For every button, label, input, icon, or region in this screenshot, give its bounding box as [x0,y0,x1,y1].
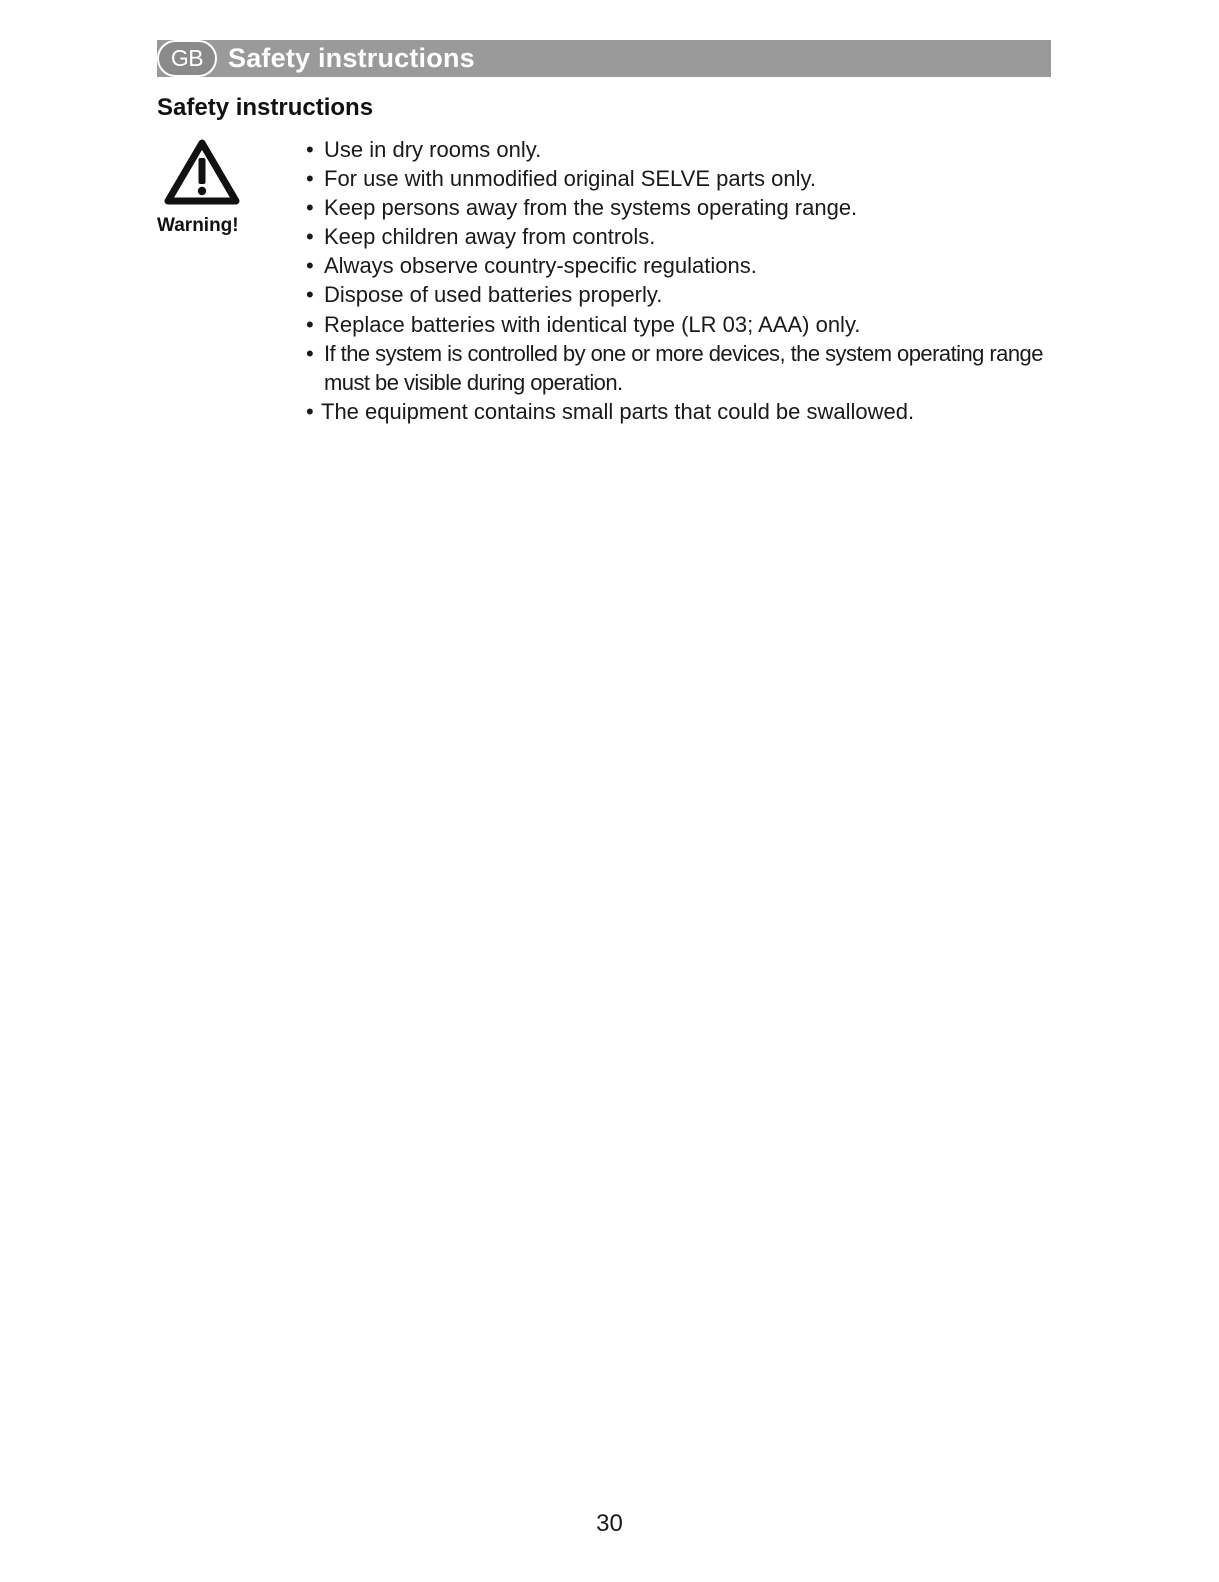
section-title: Safety instructions [157,94,374,121]
list-item: • Use in dry rooms only. [306,135,1066,164]
list-item: • Keep persons away from the systems operating range. [306,193,1066,222]
list-item: • Replace batteries with identical type (LR 03; AAA) only. [306,310,1066,339]
page-number: 30 [596,1510,623,1537]
language-badge: GB [157,40,217,77]
list-item: • For use with unmodified original SELVE parts only. [306,164,1066,193]
list-item: • Keep children away from controls. [306,222,1066,251]
warning-label: Warning! [157,215,239,236]
warning-triangle-icon [163,138,241,206]
list-item: • If the system is controlled by one or more devices, the system operating range must be visible during operation. [306,339,1066,397]
list-item: • Dispose of used batteries properly. [306,280,1066,309]
header-title: Safety instructions [228,43,475,73]
warning-block [157,138,249,237]
list-item: • The equipment contains small parts that could be swallowed. [306,397,1066,426]
list-item: • Always observe country-specific regulations. [306,251,1066,280]
instruction-list [306,135,1066,426]
